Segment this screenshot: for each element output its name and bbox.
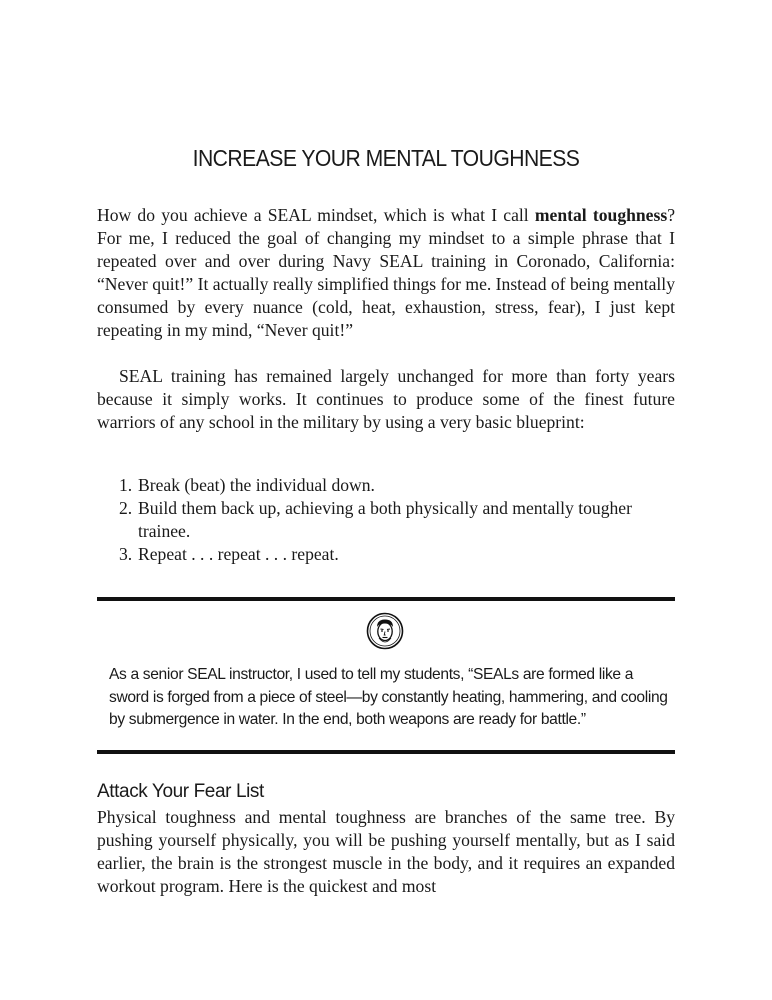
step-number: 2. xyxy=(119,498,133,518)
subheading-fear-list: Attack Your Fear List xyxy=(97,781,264,802)
blueprint-steps-list xyxy=(119,474,675,566)
instructor-quote-callout: As a senior SEAL instructor, I used to tell my students, “SEALs are formed like a sword is forged from a piece of steel—by constantly heating, hammering, and cooling by submergence in water. In the end, both weapons are ready for battle.” xyxy=(109,666,668,728)
paragraph-mindset xyxy=(97,204,675,342)
paragraph-physical-toughness: Physical toughness and mental toughness are branches of the same tree. By pushing yourself physically, you will be pushing yourself mentally, but as I said earlier, the brain is the strongest muscle in the body, and it requires an expanded workout program. Here is the quickest and most xyxy=(97,807,675,896)
instructor-face-icon xyxy=(366,612,404,650)
list-item xyxy=(119,474,675,497)
step-text: Build them back up, achieving a both physically and mentally tougher trainee. xyxy=(138,498,632,541)
paragraph-mindset-rest: ? For me, I reduced the goal of changing my mindset to a simple phrase that I repeated over and over during Navy SEAL training in Coronado, California: “Never quit!” It actually really simplified things for me. Instead of being mentally consumed by every nuance (cold, heat, exhaustion, stress, fear), I just kept repeating in my mind, “Never quit!” xyxy=(97,205,676,340)
list-item xyxy=(119,543,675,566)
paragraph-mindset-bold-term: mental toughness xyxy=(534,205,668,225)
paragraph-seal-training: SEAL training has remained largely unchanged for more than forty years because it simply works. It continues to produce some of the finest future warriors of any school in the military by using a very basic blueprint: xyxy=(97,366,675,432)
paragraph-mindset-lead: How do you achieve a SEAL mindset, which is what I call xyxy=(97,205,535,225)
list-item xyxy=(119,497,675,543)
step-text: Break (beat) the individual down. xyxy=(138,475,375,495)
callout-bottom-rule xyxy=(97,750,675,754)
section-title: INCREASE YOUR MENTAL TOUGHNESS xyxy=(192,145,580,171)
step-text: Repeat . . . repeat . . . repeat. xyxy=(138,544,339,564)
step-number: 3. xyxy=(119,544,133,564)
callout-top-rule xyxy=(97,597,675,601)
step-number: 1. xyxy=(119,475,133,495)
